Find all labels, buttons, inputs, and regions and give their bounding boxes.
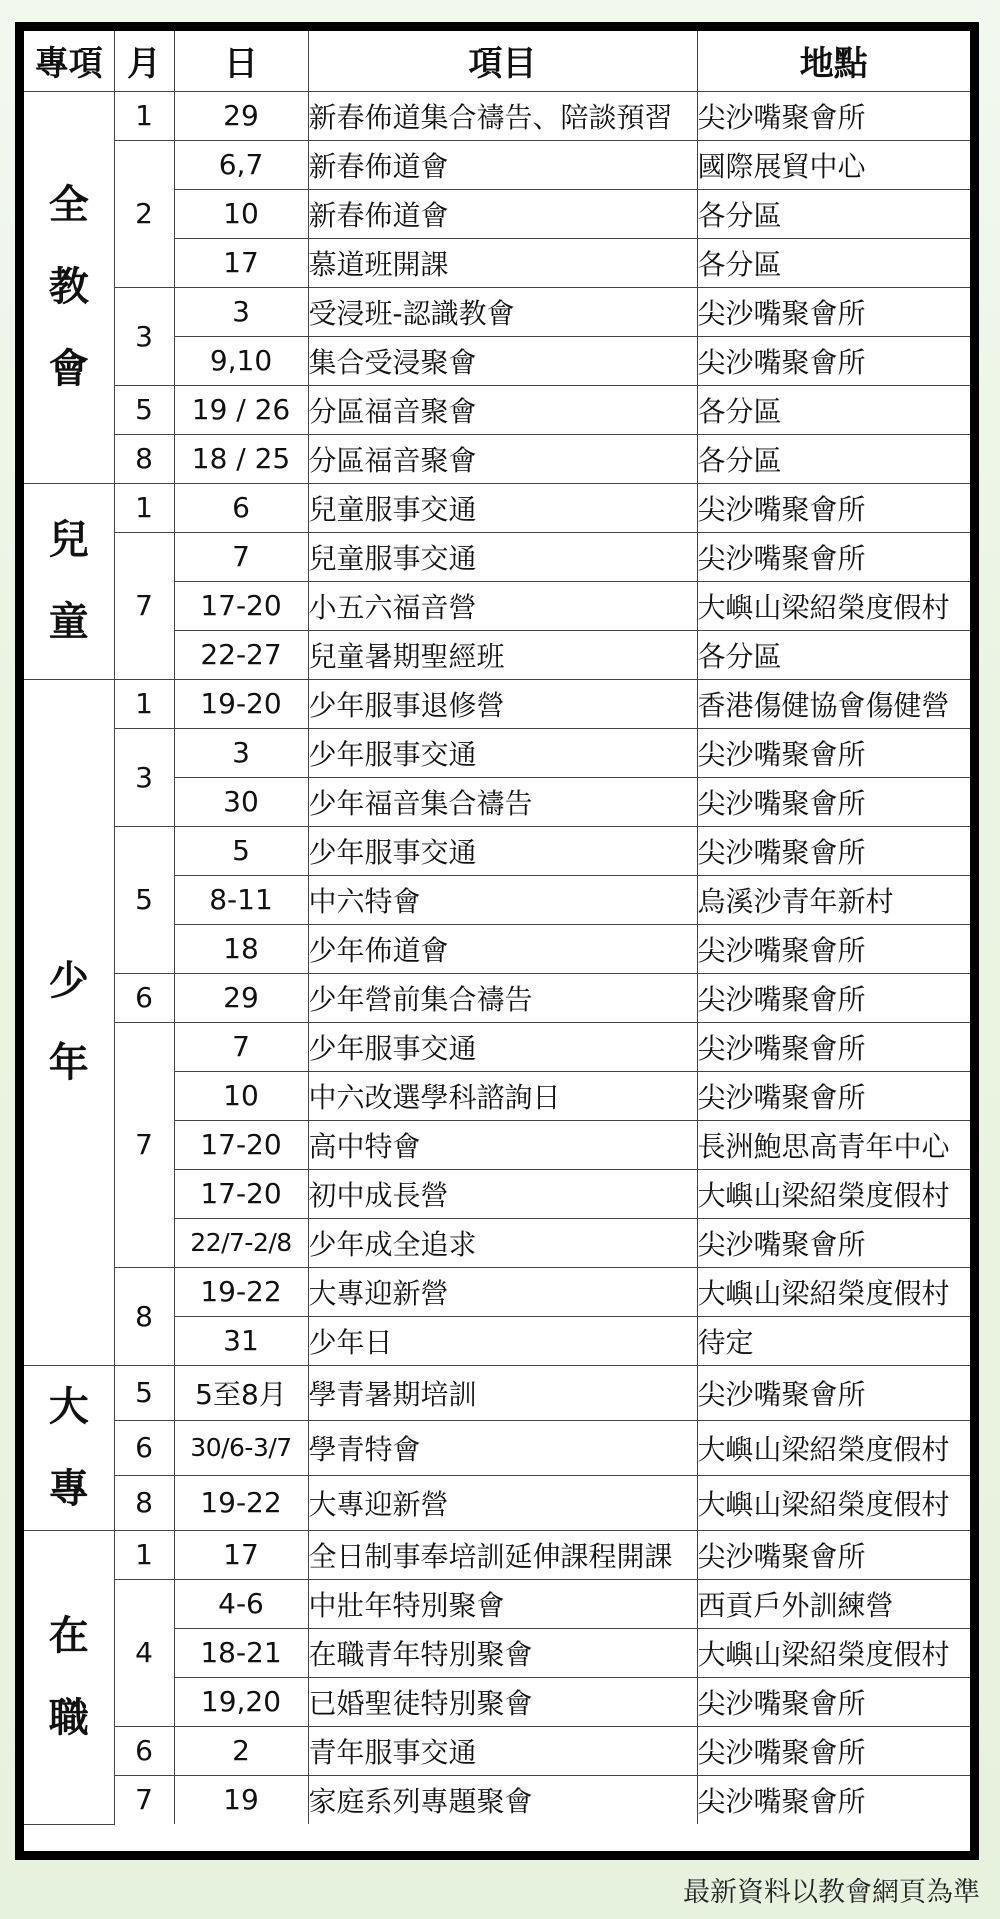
header-location: 地點 xyxy=(697,31,970,91)
location-cell: 長洲鮑思高青年中心 xyxy=(697,1120,970,1169)
day-cell: 10 xyxy=(174,1071,308,1120)
location-cell: 各分區 xyxy=(697,434,970,483)
location-cell: 尖沙嘴聚會所 xyxy=(697,483,970,532)
day-cell: 3 xyxy=(174,287,308,336)
location-cell: 各分區 xyxy=(697,630,970,679)
day-cell: 17-20 xyxy=(174,581,308,630)
item-cell: 少年服事交通 xyxy=(308,728,697,777)
location-cell: 尖沙嘴聚會所 xyxy=(697,1022,970,1071)
category-cell: 在 職 xyxy=(24,1530,114,1824)
schedule-table xyxy=(24,31,970,1825)
item-cell: 少年日 xyxy=(308,1316,697,1365)
month-cell: 8 xyxy=(114,1475,174,1530)
item-cell: 全日制事奉培訓延伸課程開課 xyxy=(308,1530,697,1579)
month-cell: 4 xyxy=(114,1579,174,1726)
day-cell: 17 xyxy=(174,1530,308,1579)
day-cell: 10 xyxy=(174,189,308,238)
day-cell: 9,10 xyxy=(174,336,308,385)
location-cell: 尖沙嘴聚會所 xyxy=(697,91,970,140)
location-cell: 香港傷健協會傷健營 xyxy=(697,679,970,728)
location-cell: 尖沙嘴聚會所 xyxy=(697,1677,970,1726)
table-row xyxy=(24,1475,970,1530)
day-cell: 19-20 xyxy=(174,679,308,728)
location-cell: 大嶼山梁紹榮度假村 xyxy=(697,1169,970,1218)
header-month: 月 xyxy=(114,31,174,91)
table-row xyxy=(24,140,970,189)
schedule-frame xyxy=(15,22,979,1860)
header-item: 項目 xyxy=(308,31,697,91)
day-cell: 17 xyxy=(174,238,308,287)
month-cell: 5 xyxy=(114,1365,174,1420)
table-row xyxy=(24,385,970,434)
location-cell: 大嶼山梁紹榮度假村 xyxy=(697,1628,970,1677)
item-cell: 家庭系列專題聚會 xyxy=(308,1775,697,1824)
table-row xyxy=(24,1267,970,1316)
category-cell: 少 年 xyxy=(24,679,114,1365)
day-cell: 5至8月 xyxy=(174,1365,308,1420)
location-cell: 尖沙嘴聚會所 xyxy=(697,287,970,336)
item-cell: 分區福音聚會 xyxy=(308,434,697,483)
month-cell: 6 xyxy=(114,973,174,1022)
day-cell: 29 xyxy=(174,91,308,140)
table-row xyxy=(24,1022,970,1071)
day-cell: 7 xyxy=(174,1022,308,1071)
footnote: 最新資料以教會網頁為準 xyxy=(683,1877,980,1908)
day-cell: 31 xyxy=(174,1316,308,1365)
item-cell: 新春佈道會 xyxy=(308,189,697,238)
item-cell: 中六改選學科諮詢日 xyxy=(308,1071,697,1120)
location-cell: 各分區 xyxy=(697,238,970,287)
month-cell: 7 xyxy=(114,1775,174,1824)
day-cell: 19 / 26 xyxy=(174,385,308,434)
day-cell: 18 xyxy=(174,924,308,973)
item-cell: 分區福音聚會 xyxy=(308,385,697,434)
table-row xyxy=(24,728,970,777)
day-cell: 17-20 xyxy=(174,1169,308,1218)
location-cell: 大嶼山梁紹榮度假村 xyxy=(697,1267,970,1316)
month-cell: 3 xyxy=(114,287,174,385)
table-row xyxy=(24,973,970,1022)
location-cell: 尖沙嘴聚會所 xyxy=(697,1218,970,1267)
day-cell: 22-27 xyxy=(174,630,308,679)
day-cell: 19-22 xyxy=(174,1267,308,1316)
item-cell: 少年服事交通 xyxy=(308,826,697,875)
item-cell: 兒童暑期聖經班 xyxy=(308,630,697,679)
day-cell: 8-11 xyxy=(174,875,308,924)
location-cell: 尖沙嘴聚會所 xyxy=(697,1775,970,1824)
location-cell: 西貢戶外訓練營 xyxy=(697,1579,970,1628)
item-cell: 青年服事交通 xyxy=(308,1726,697,1775)
day-cell: 19,20 xyxy=(174,1677,308,1726)
location-cell: 尖沙嘴聚會所 xyxy=(697,728,970,777)
month-cell: 3 xyxy=(114,728,174,826)
location-cell: 尖沙嘴聚會所 xyxy=(697,1071,970,1120)
location-cell: 尖沙嘴聚會所 xyxy=(697,1365,970,1420)
item-cell: 少年佈道會 xyxy=(308,924,697,973)
header-category: 專項 xyxy=(24,31,114,91)
location-cell: 尖沙嘴聚會所 xyxy=(697,1726,970,1775)
item-cell: 中壯年特別聚會 xyxy=(308,1579,697,1628)
day-cell: 6,7 xyxy=(174,140,308,189)
item-cell: 小五六福音營 xyxy=(308,581,697,630)
month-cell: 5 xyxy=(114,385,174,434)
location-cell: 大嶼山梁紹榮度假村 xyxy=(697,1420,970,1475)
month-cell: 1 xyxy=(114,91,174,140)
day-cell: 22/7-2/8 xyxy=(174,1218,308,1267)
item-cell: 新春佈道集合禱告、陪談預習 xyxy=(308,91,697,140)
day-cell: 18-21 xyxy=(174,1628,308,1677)
table-row xyxy=(24,1365,970,1420)
location-cell: 尖沙嘴聚會所 xyxy=(697,336,970,385)
table-row xyxy=(24,1530,970,1579)
item-cell: 少年營前集合禱告 xyxy=(308,973,697,1022)
table-row xyxy=(24,483,970,532)
month-cell: 6 xyxy=(114,1726,174,1775)
location-cell: 尖沙嘴聚會所 xyxy=(697,826,970,875)
header-row xyxy=(24,31,970,91)
item-cell: 大專迎新營 xyxy=(308,1267,697,1316)
day-cell: 19-22 xyxy=(174,1475,308,1530)
item-cell: 學青暑期培訓 xyxy=(308,1365,697,1420)
month-cell: 1 xyxy=(114,1530,174,1579)
table-row xyxy=(24,1726,970,1775)
location-cell: 尖沙嘴聚會所 xyxy=(697,777,970,826)
day-cell: 3 xyxy=(174,728,308,777)
table-row xyxy=(24,287,970,336)
item-cell: 初中成長營 xyxy=(308,1169,697,1218)
table-row xyxy=(24,826,970,875)
day-cell: 17-20 xyxy=(174,1120,308,1169)
item-cell: 少年福音集合禱告 xyxy=(308,777,697,826)
item-cell: 中六特會 xyxy=(308,875,697,924)
location-cell: 待定 xyxy=(697,1316,970,1365)
item-cell: 在職青年特別聚會 xyxy=(308,1628,697,1677)
category-cell: 大 專 xyxy=(24,1365,114,1530)
item-cell: 大專迎新營 xyxy=(308,1475,697,1530)
month-cell: 8 xyxy=(114,434,174,483)
month-cell: 1 xyxy=(114,679,174,728)
day-cell: 19 xyxy=(174,1775,308,1824)
month-cell: 6 xyxy=(114,1420,174,1475)
table-row xyxy=(24,1775,970,1824)
item-cell: 少年成全追求 xyxy=(308,1218,697,1267)
location-cell: 大嶼山梁紹榮度假村 xyxy=(697,1475,970,1530)
location-cell: 尖沙嘴聚會所 xyxy=(697,924,970,973)
table-row xyxy=(24,679,970,728)
location-cell: 各分區 xyxy=(697,189,970,238)
item-cell: 高中特會 xyxy=(308,1120,697,1169)
item-cell: 集合受浸聚會 xyxy=(308,336,697,385)
table-row xyxy=(24,91,970,140)
day-cell: 29 xyxy=(174,973,308,1022)
location-cell: 尖沙嘴聚會所 xyxy=(697,532,970,581)
day-cell: 5 xyxy=(174,826,308,875)
item-cell: 少年服事交通 xyxy=(308,1022,697,1071)
month-cell: 2 xyxy=(114,140,174,287)
month-cell: 7 xyxy=(114,532,174,679)
day-cell: 4-6 xyxy=(174,1579,308,1628)
day-cell: 30 xyxy=(174,777,308,826)
item-cell: 兒童服事交通 xyxy=(308,532,697,581)
table-row xyxy=(24,1420,970,1475)
location-cell: 尖沙嘴聚會所 xyxy=(697,973,970,1022)
location-cell: 尖沙嘴聚會所 xyxy=(697,1530,970,1579)
category-cell: 全 教 會 xyxy=(24,91,114,483)
day-cell: 6 xyxy=(174,483,308,532)
location-cell: 烏溪沙青年新村 xyxy=(697,875,970,924)
month-cell: 1 xyxy=(114,483,174,532)
item-cell: 兒童服事交通 xyxy=(308,483,697,532)
day-cell: 2 xyxy=(174,1726,308,1775)
item-cell: 慕道班開課 xyxy=(308,238,697,287)
item-cell: 學青特會 xyxy=(308,1420,697,1475)
item-cell: 受浸班-認識教會 xyxy=(308,287,697,336)
item-cell: 已婚聖徒特別聚會 xyxy=(308,1677,697,1726)
month-cell: 8 xyxy=(114,1267,174,1365)
month-cell: 7 xyxy=(114,1022,174,1267)
item-cell: 新春佈道會 xyxy=(308,140,697,189)
table-row xyxy=(24,532,970,581)
day-cell: 18 / 25 xyxy=(174,434,308,483)
day-cell: 30/6-3/7 xyxy=(174,1420,308,1475)
month-cell: 5 xyxy=(114,826,174,973)
day-cell: 7 xyxy=(174,532,308,581)
location-cell: 國際展貿中心 xyxy=(697,140,970,189)
table-row xyxy=(24,1579,970,1628)
header-day: 日 xyxy=(174,31,308,91)
category-cell: 兒 童 xyxy=(24,483,114,679)
item-cell: 少年服事退修營 xyxy=(308,679,697,728)
table-row xyxy=(24,434,970,483)
location-cell: 大嶼山梁紹榮度假村 xyxy=(697,581,970,630)
location-cell: 各分區 xyxy=(697,385,970,434)
